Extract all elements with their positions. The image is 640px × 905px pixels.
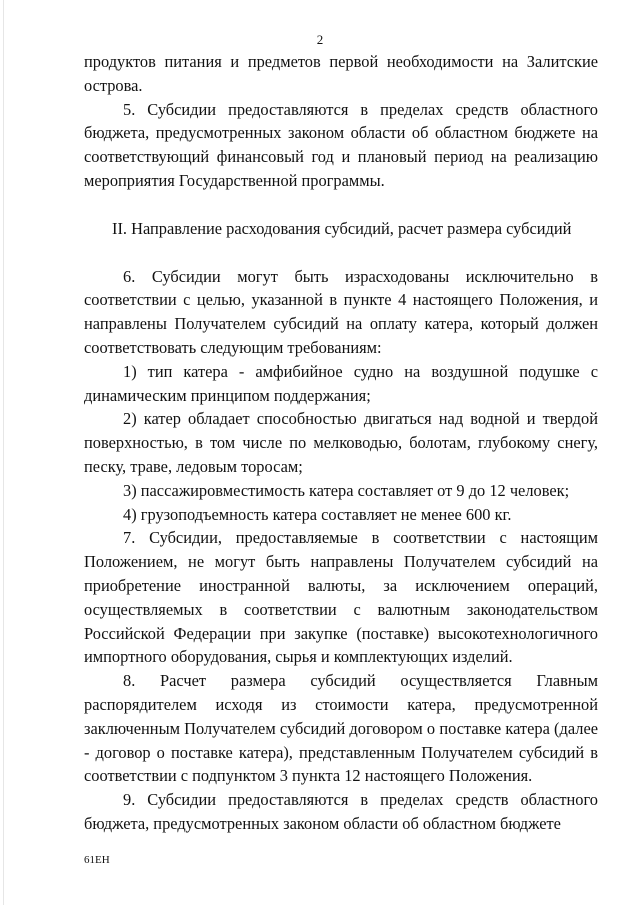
paragraph-continuation: продуктов питания и предметов первой необходимости на Залитские острова. <box>84 52 598 95</box>
scan-edge-line <box>3 0 4 905</box>
section-heading: II. Направление расходования субсидий, расчет размера субсидий <box>112 218 572 238</box>
page-number: 2 <box>316 32 324 47</box>
requirement-2: 2) катер обладает способностью двигаться над водной и твердой поверхностью, в том числе по мелководью, болотам, глубокому снегу, песку, траве, ледовым торосам; <box>84 409 598 476</box>
requirement-1: 1) тип катера - амфибийное судно на воздушной подушке с динамическим принципом поддержания; <box>84 361 598 405</box>
paragraph-6: 6. Субсидии могут быть израсходованы исключительно в соответствии с целью, указанной в пункте 4 настоящего Положения, и направлены Получателем субсидий на оплату катера, который должен соответствовать следующим требованиям: <box>84 266 598 357</box>
paragraph-7: 7. Субсидии, предоставляемые в соответствии с настоящим Положением, не могут быть направлены Получателем субсидий на приобретение иностранной валюты, за исключением операций, осуществляемых в соответствии с валютным законодательством Российской Федерации при закупке (поставке) высокотехнологичного импортного оборудования, сырья и комплектующих изделий. <box>84 528 598 667</box>
requirement-3: 3) пассажировместимость катера составляет от 9 до 12 человек; <box>123 480 570 500</box>
paragraph-5: 5. Субсидии предоставляются в пределах средств областного бюджета, предусмотренных законом области об областном бюджете на соответствующий финансовый год и плановый период на реализацию мероприятия Государственной программы. <box>84 99 598 190</box>
paragraph-9: 9. Субсидии предоставляются в пределах средств областного бюджета, предусмотренных законом области об областном бюджете <box>84 790 598 833</box>
paragraph-8: 8. Расчет размера субсидий осуществляется Главным распорядителем исходя из стоимости катера, предусмотренной заключенным Получателем субсидий договором о поставке катера (далее - договор о поставке катера), представленным Получателем субсидий в соответствии с подпунктом 3 пункта 12 настоящего Положения. <box>84 671 598 786</box>
document-body <box>84 50 598 836</box>
document-code: 61EH <box>84 854 110 866</box>
requirement-4: 4) грузоподъемность катера составляет не менее 600 кг. <box>123 504 512 524</box>
